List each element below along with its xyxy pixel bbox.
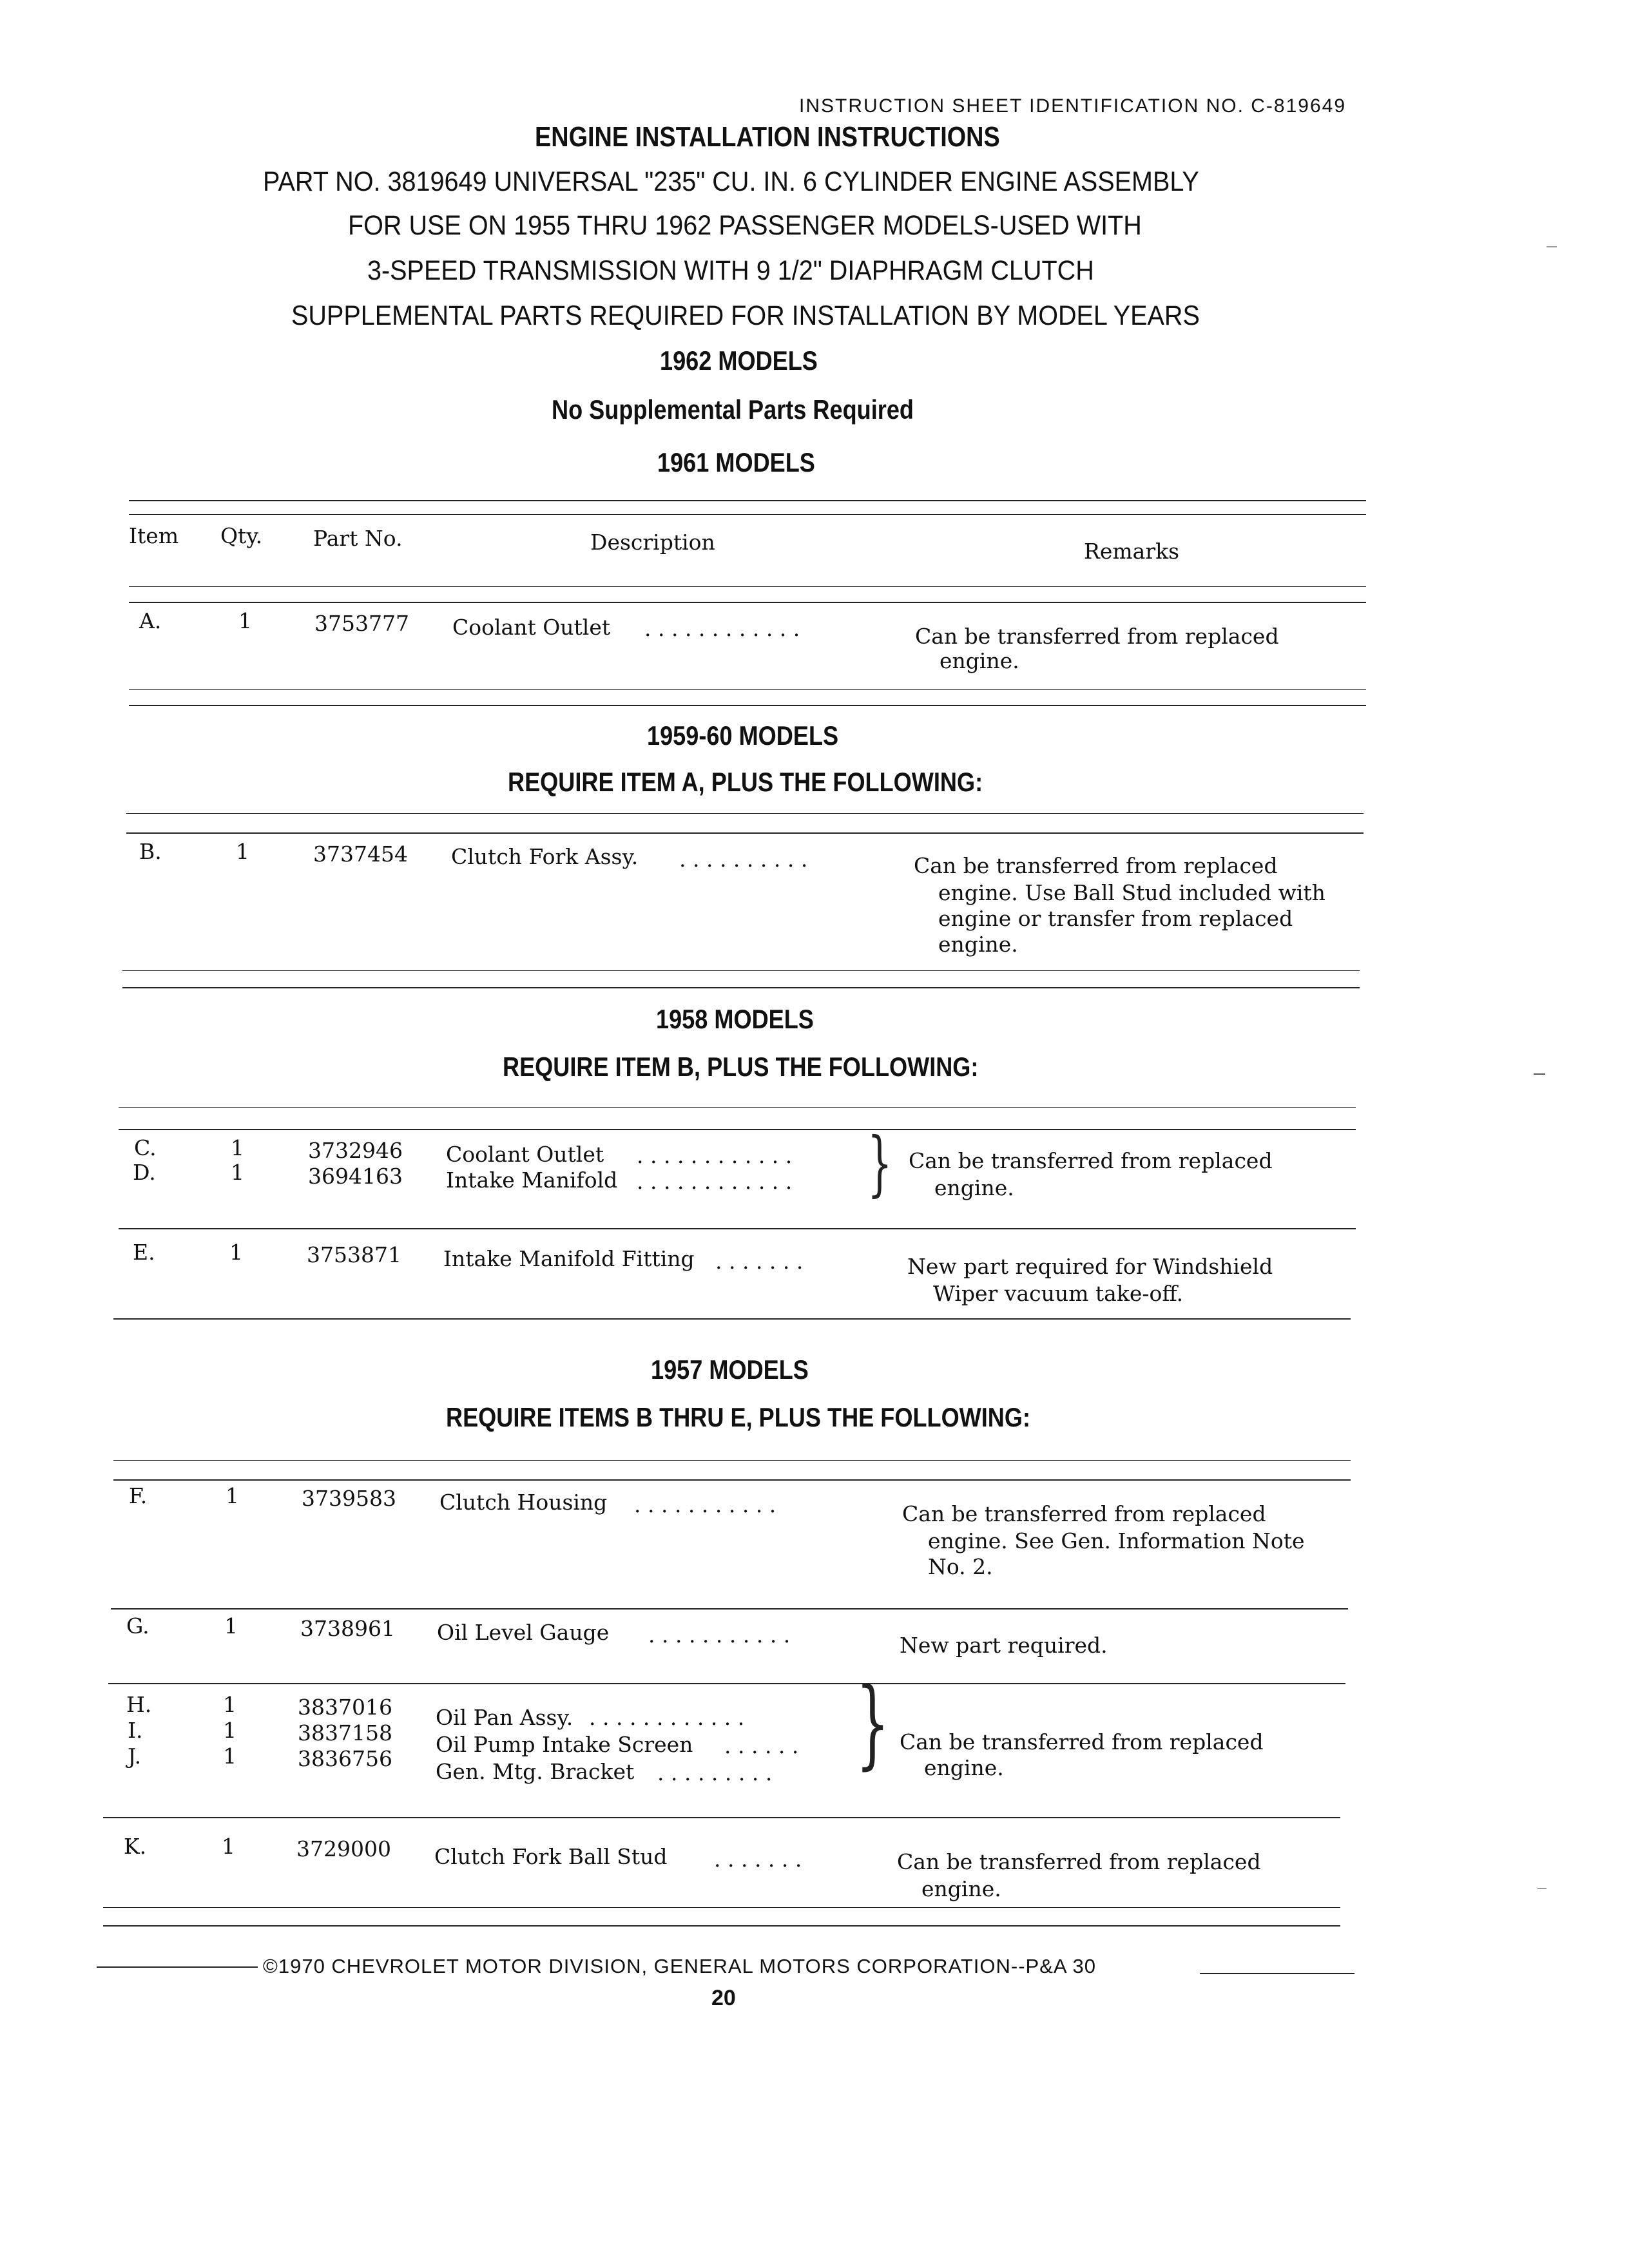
section-title-1962: 1962 MODELS: [660, 345, 818, 376]
section-title-1961: 1961 MODELS: [657, 447, 815, 477]
row-b-remarks-line-3: engine or transfer from replaced: [938, 906, 1293, 931]
footer-rule-right: [1200, 1973, 1354, 1974]
row-f-qty: 1: [226, 1483, 239, 1508]
column-header-qty: Qty.: [220, 523, 263, 548]
row-k-leader-dots: . . . . . . .: [714, 1847, 802, 1872]
rule: [113, 1479, 1351, 1481]
rule: [103, 1907, 1340, 1908]
row-a-remarks-line-1: Can be transferred from replaced: [915, 624, 1279, 649]
row-e-description: Intake Manifold Fitting: [443, 1246, 695, 1271]
header-line-1: PART NO. 3819649 UNIVERSAL "235" CU. IN. 6 CYLINDER ENGINE ASSEMBLY: [263, 166, 1199, 197]
row-j-description: Gen. Mtg. Bracket: [436, 1759, 635, 1784]
row-h-leader-dots: . . . . . . . . . . . .: [589, 1705, 745, 1730]
header-line-2: FOR USE ON 1955 THRU 1962 PASSENGER MODELS-USED WITH: [348, 210, 1142, 241]
row-hij-remarks-line-1: Can be transferred from replaced: [900, 1729, 1264, 1754]
row-cd-remarks-line-1: Can be transferred from replaced: [909, 1148, 1273, 1173]
row-c-qty: 1: [231, 1135, 244, 1160]
row-k-remarks-line-2: engine.: [921, 1876, 1001, 1901]
section-title-1959-60: 1959-60 MODELS: [647, 720, 839, 751]
rule: [111, 1608, 1348, 1610]
row-g-item: G.: [126, 1613, 149, 1639]
row-f-remarks-line-2: engine. See Gen. Information Note: [928, 1528, 1305, 1553]
row-e-item: E.: [133, 1240, 155, 1265]
footer-rule-left: [97, 1966, 258, 1968]
row-g-description: Oil Level Gauge: [437, 1620, 610, 1645]
margin-mark: [1537, 1888, 1547, 1889]
column-header-remarks: Remarks: [1084, 539, 1180, 564]
row-c-part-no: 3732946: [308, 1138, 403, 1163]
section-subtitle-1957: REQUIRE ITEMS B THRU E, PLUS THE FOLLOWING:: [446, 1402, 1031, 1432]
row-h-part-no: 3837016: [298, 1695, 392, 1720]
row-b-item: B.: [139, 839, 162, 864]
row-a-qty: 1: [238, 608, 252, 633]
rule: [129, 586, 1366, 587]
rule: [129, 705, 1366, 706]
closing-brace: }: [867, 1122, 892, 1204]
rule: [108, 1683, 1345, 1684]
rule: [113, 1318, 1351, 1320]
rule: [122, 987, 1360, 988]
row-h-description: Oil Pan Assy.: [436, 1705, 574, 1730]
row-i-qty: 1: [223, 1718, 236, 1743]
rule: [129, 689, 1366, 690]
row-d-part-no: 3694163: [308, 1164, 403, 1189]
rule: [103, 1925, 1340, 1927]
row-g-remarks: New part required.: [900, 1633, 1108, 1658]
rule: [119, 1129, 1356, 1130]
row-k-qty: 1: [222, 1834, 235, 1859]
row-c-leader-dots: . . . . . . . . . . . .: [637, 1143, 793, 1168]
row-b-remarks-line-4: engine.: [938, 932, 1018, 957]
row-a-item: A.: [139, 608, 162, 633]
copyright-notice: ©1970 CHEVROLET MOTOR DIVISION, GENERAL MOTORS CORPORATION--P&A 30: [263, 1955, 1096, 1977]
margin-mark: [1547, 246, 1557, 247]
page-number: 20: [711, 1986, 736, 2010]
rule: [129, 602, 1366, 603]
row-d-qty: 1: [231, 1160, 244, 1185]
header-line-4: SUPPLEMENTAL PARTS REQUIRED FOR INSTALLATION BY MODEL YEARS: [291, 300, 1200, 331]
row-k-part-no: 3729000: [296, 1836, 391, 1861]
column-header-item: Item: [129, 523, 179, 548]
header-line-3: 3-SPEED TRANSMISSION WITH 9 1/2" DIAPHRAGM CLUTCH: [367, 255, 1094, 286]
row-i-leader-dots: . . . . . .: [724, 1733, 799, 1758]
column-header-part-no: Part No.: [313, 526, 403, 551]
rule: [103, 1817, 1340, 1818]
rule: [119, 1228, 1356, 1229]
row-j-leader-dots: . . . . . . . . .: [657, 1760, 773, 1785]
rule: [122, 970, 1360, 971]
margin-mark: [1534, 1073, 1545, 1075]
row-f-remarks-line-3: No. 2.: [928, 1554, 993, 1579]
row-b-description: Clutch Fork Assy.: [451, 844, 639, 869]
row-d-leader-dots: . . . . . . . . . . . .: [637, 1169, 793, 1194]
row-a-description: Coolant Outlet: [452, 615, 611, 640]
row-e-part-no: 3753871: [307, 1242, 401, 1267]
row-b-qty: 1: [236, 839, 249, 864]
sheet-identification: INSTRUCTION SHEET IDENTIFICATION NO. C-819649: [799, 95, 1347, 117]
row-d-description: Intake Manifold: [446, 1168, 618, 1193]
section-subtitle-1962: No Supplemental Parts Required: [552, 394, 914, 425]
row-g-leader-dots: . . . . . . . . . . .: [648, 1622, 791, 1648]
row-cd-remarks-line-2: engine.: [934, 1175, 1014, 1200]
row-k-item: K.: [124, 1834, 147, 1859]
row-i-item: I.: [128, 1718, 143, 1743]
section-title-1957: 1957 MODELS: [651, 1354, 809, 1385]
row-h-qty: 1: [223, 1692, 236, 1717]
row-j-item: J.: [128, 1744, 142, 1769]
section-subtitle-1958: REQUIRE ITEM B, PLUS THE FOLLOWING:: [503, 1052, 979, 1082]
rule: [113, 1460, 1351, 1461]
section-title-1958: 1958 MODELS: [656, 1004, 814, 1034]
row-b-leader-dots: . . . . . . . . . .: [679, 847, 808, 872]
row-j-qty: 1: [223, 1744, 236, 1769]
row-k-remarks-line-1: Can be transferred from replaced: [897, 1849, 1261, 1874]
row-i-part-no: 3837158: [298, 1720, 392, 1745]
row-e-remarks-line-2: Wiper vacuum take-off.: [933, 1281, 1184, 1306]
row-f-remarks-line-1: Can be transferred from replaced: [902, 1501, 1266, 1526]
rule: [129, 500, 1366, 501]
row-f-item: F.: [129, 1483, 148, 1508]
rule: [129, 514, 1366, 515]
row-b-remarks-line-1: Can be transferred from replaced: [914, 853, 1278, 878]
row-b-remarks-line-2: engine. Use Ball Stud included with: [938, 880, 1325, 905]
column-header-description: Description: [590, 530, 715, 555]
rule: [119, 1107, 1356, 1108]
row-b-part-no: 3737454: [313, 841, 408, 867]
row-e-remarks-line-1: New part required for Windshield: [907, 1254, 1273, 1279]
row-f-description: Clutch Housing: [439, 1490, 608, 1515]
document-title: ENGINE INSTALLATION INSTRUCTIONS: [535, 121, 1000, 153]
row-d-item: D.: [133, 1160, 156, 1185]
row-hij-remarks-line-2: engine.: [924, 1755, 1004, 1780]
section-subtitle-1959-60: REQUIRE ITEM A, PLUS THE FOLLOWING:: [508, 767, 983, 797]
row-f-part-no: 3739583: [302, 1486, 396, 1511]
row-k-description: Clutch Fork Ball Stud: [434, 1844, 668, 1869]
rule: [126, 813, 1364, 814]
closing-brace: }: [856, 1667, 890, 1780]
row-g-qty: 1: [224, 1613, 238, 1639]
row-c-item: C.: [134, 1135, 157, 1160]
row-i-description: Oil Pump Intake Screen: [436, 1732, 693, 1757]
row-a-leader-dots: . . . . . . . . . . . .: [644, 616, 800, 641]
row-g-part-no: 3738961: [300, 1616, 395, 1641]
row-a-part-no: 3753777: [314, 611, 409, 636]
row-e-leader-dots: . . . . . . .: [715, 1249, 804, 1274]
row-a-remarks-line-2: engine.: [940, 648, 1019, 673]
rule: [126, 832, 1364, 834]
row-e-qty: 1: [229, 1240, 243, 1265]
row-h-item: H.: [126, 1692, 152, 1717]
row-f-leader-dots: . . . . . . . . . . .: [634, 1492, 776, 1517]
row-j-part-no: 3836756: [298, 1746, 392, 1771]
row-c-description: Coolant Outlet: [446, 1142, 604, 1167]
